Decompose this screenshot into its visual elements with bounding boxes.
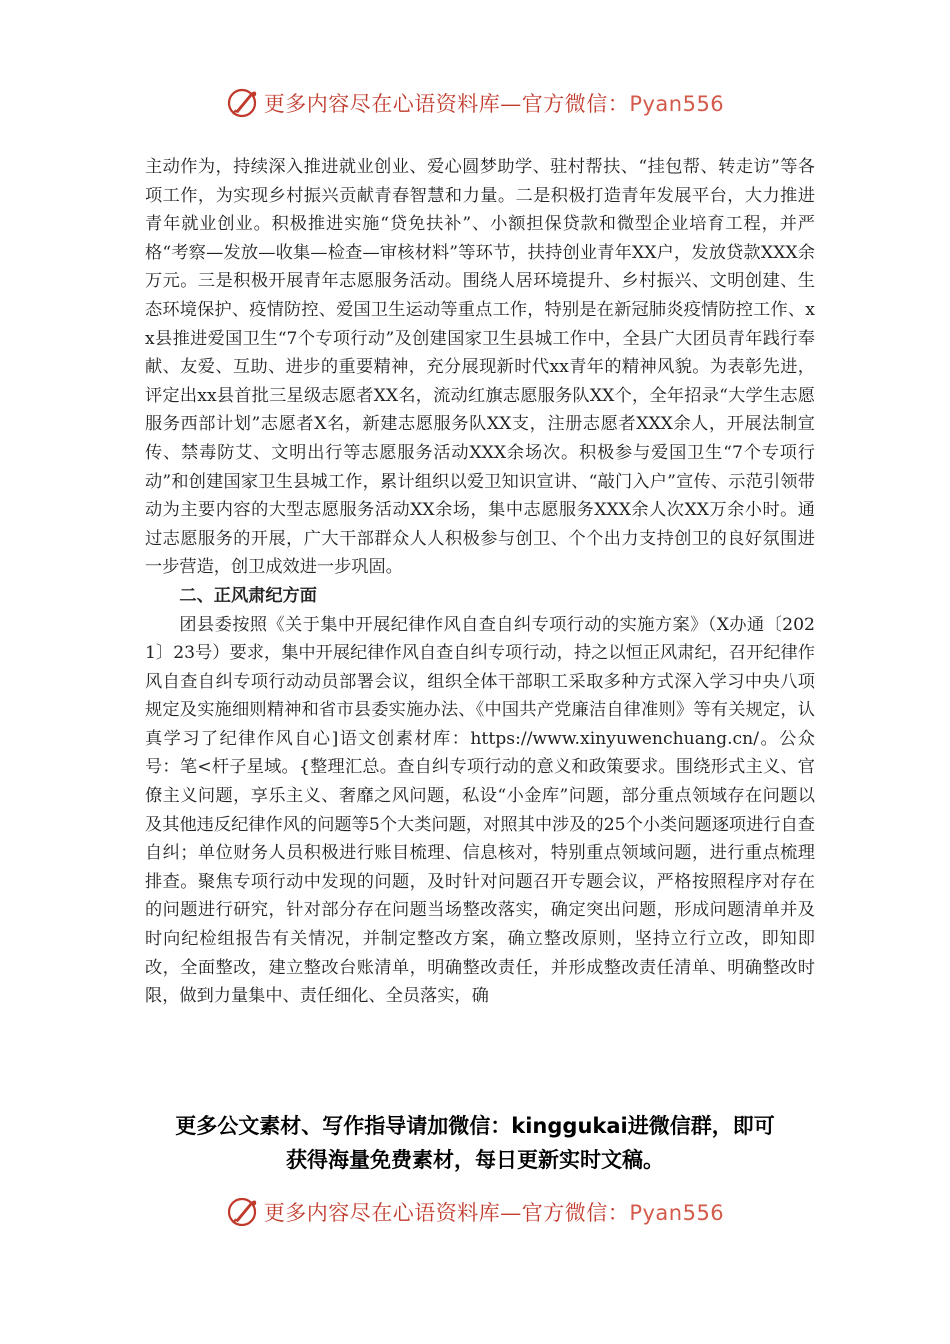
body-paragraph-1: 主动作为，持续深入推进就业创业、爱心圆梦助学、驻村帮扶、“挂包帮、转走访”等各项工作，为实现乡村振兴贡献青春智慧和力量。二是积极打造青年发展平台，大力推进青年就业创业。积极推进实施“贷免扶补”、小额担保贷款和微型企业培育工程，并严格“考察—发放—收集—检查—审核材料”等环节，扶持创业青年XX户，发放贷款XXX余万元。三是积极开展青年志愿服务活动。围绕人居环境提升、乡村振兴、文明创建、生态环境保护、疫情防控、爱国卫生运动等重点工作，特别是在新冠肺炎疫情防控工作、xx县推进爱国卫生“7个专项行动”及创建国家卫生县城工作中，全县广大团员青年践行奉献、友爱、互助、进步的重要精神，充分展现新时代xx青年的精神风貌。为表彰先进，评定出xx县首批三星级志愿者XX名，流动红旗志愿服务队XX个，全年招录“大学生志愿服务西部计划”志愿者X名，新建志愿服务队XX支，注册志愿者XXX余人，开展法制宣传、禁毒防艾、文明出行等志愿服务活动XXX余场次。积极参与爱国卫生“7个专项行动”和创建国家卫生县城工作，累计组织以爱卫知识宣讲、“敲门入户”宣传、示范引领带动为主要内容的大型志愿服务活动XX余场，集中志愿服务XXX余人次XX万余小时。通过志愿服务的开展，广大干部群众人人积极参与创卫、个个出力支持创卫的良好氛围进一步营造，创卫成效进一步巩固。 (145, 157, 815, 578)
header-banner-wechat-id: Pyan556 (629, 92, 725, 116)
document-body (145, 153, 815, 1011)
body-paragraph-2: 团县委按照《关于集中开展纪律作风自查自纠专项行动的实施方案》（X办通〔2021〕23号）要求，集中开展纪律作风自查自纠专项行动，持之以恒正风肃纪，召开纪律作风自查自纠专项行动动员部署会议，组织全体干部职工采取多种方式深入学习中央八项规定及实施细则精神和省市县委实施办法、《中国共产党廉洁自律准则》等有关规定，认真学习了纪律作风自心]语文创素材库：https://www.xinyuwenchuang.cn/。公众号：笔<杆子星域。{整理汇总。查自纠专项行动的意义和政策要求。围绕形式主义、官僚主义问题，享乐主义、奢靡之风问题，私设“小金库”问题，部分重点领域存在问题以及其他违反纪律作风的问题等5个大类问题，对照其中涉及的25个小类问题逐项进行自查自纠；单位财务人员积极进行账目梳理、信息核对，特别重点领域问题，进行重点梳理排查。聚焦专项行动中发现的问题，及时针对问题召开专题会议，严格按照程序对存在的问题进行研究，针对部分存在问题当场整改落实，确定突出问题，形成问题清单并及时向纪检组报告有关情况，并制定整改方案，确立整改原则，坚持立行立改，即知即改，全面整改，建立整改台账清单，明确整改责任，并形成整改责任清单、明确整改时限，做到力量集中、责任细化、全员落实，确 (145, 614, 815, 1007)
footer-banner-wechat-id: Pyan556 (629, 1201, 725, 1225)
ad-line-1: 更多公文素材、写作指导请加微信：kinggukai进微信群，即可 (175, 1114, 775, 1138)
header-banner-label: 更多内容尽在心语资料库—官方微信： (263, 92, 630, 116)
header-banner-text (264, 88, 724, 118)
footer-banner (0, 1192, 950, 1232)
wechat-ad-notice (0, 1109, 950, 1177)
quill-pen-logo-icon (226, 86, 260, 120)
footer-banner-label: 更多内容尽在心语资料库—官方微信： (263, 1201, 630, 1225)
ad-line-2: 获得海量免费素材，每日更新实时文稿。 (286, 1148, 664, 1172)
header-banner (0, 83, 950, 123)
section-heading: 二、正风肃纪方面 (179, 585, 317, 606)
quill-pen-logo-icon (226, 1195, 260, 1229)
footer-banner-text (264, 1197, 724, 1227)
